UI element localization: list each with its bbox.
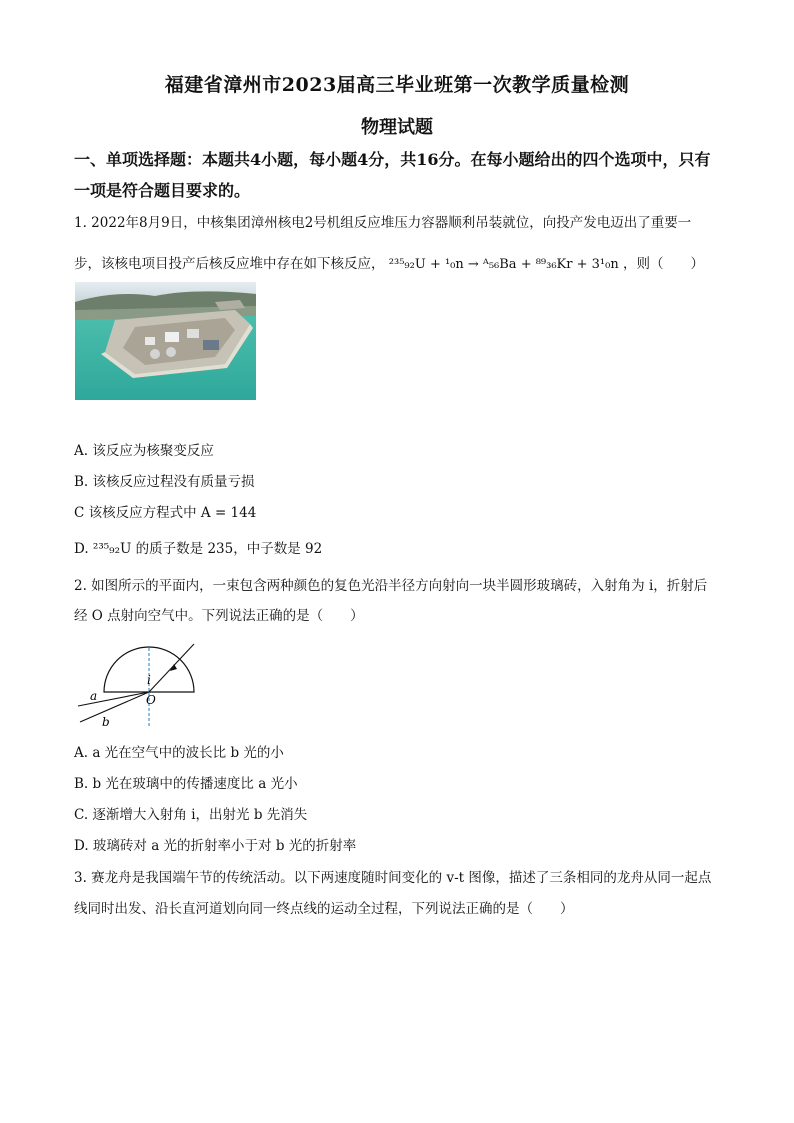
section-heading-line1: 一、单项选择题：本题共4小题，每小题4分，共16分。在每小题给出的四个选项中，只有: [74, 150, 711, 169]
q2-option-a: A. a 光在空气中的波长比 b 光的小: [74, 745, 284, 761]
q1-line2: [74, 252, 734, 277]
q1-option-b: B. 该核反应过程没有质量亏损: [74, 474, 255, 490]
section-heading-line2: 一项是符合题目要求的。: [74, 181, 251, 200]
q1-line2-prefix: 步，该核电项目投产后核反应堆中存在如下核反应，: [74, 256, 385, 272]
label-i: i: [147, 673, 151, 687]
page-subtitle: 物理试题: [361, 117, 433, 138]
q1-line1: 1. 2022年8月9日，中核集团漳州核电2号机组反应堆压力容器顺利吊装就位，向投产发电迈出了重要一: [74, 215, 692, 231]
q2-option-c: C. 逐渐增大入射角 i，出射光 b 先消失: [74, 807, 308, 823]
q1-option-d: D. ²³⁵₉₂U 的质子数是 235，中子数是 92: [74, 541, 323, 557]
incident-arrow: [170, 664, 177, 671]
q1-option-c: C 该核反应方程式中 A = 144: [74, 505, 257, 521]
q1-equation: ²³⁵₉₂U + ¹₀n → ᴬ₅₆Ba + ⁸⁹₃₆Kr + 3¹₀n: [388, 257, 619, 272]
ray-a: [78, 692, 149, 706]
q2-line2: 经 O 点射向空气中。下列说法正确的是（ ）: [74, 608, 364, 624]
label-b: b: [102, 715, 110, 729]
q3-line2: 线同时出发、沿长直河道划向同一终点线的运动全过程，下列说法正确的是（ ）: [74, 901, 574, 917]
q2-option-b: B. b 光在玻璃中的传播速度比 a 光小: [74, 776, 298, 792]
q2-line1: 2. 如图所示的平面内，一束包含两种颜色的复色光沿半径方向射向一块半圆形玻璃砖，入射角为 i，折射后: [74, 578, 708, 594]
label-a: a: [90, 689, 98, 703]
page-title: 福建省漳州市2023届高三毕业班第一次教学质量检测: [164, 74, 630, 96]
nuclear-plant-photo-svg: [75, 282, 256, 400]
q3-line1: 3. 赛龙舟是我国端午节的传统活动。以下两速度随时间变化的 v-t 图像，描述了三条相同的龙舟从同一起点: [74, 870, 712, 886]
refraction-diagram: [74, 640, 204, 730]
q1-option-a: A. 该反应为核聚变反应: [74, 443, 214, 459]
q1-line2-suffix: ，则（ ）: [623, 256, 705, 272]
label-o: O: [146, 693, 156, 707]
nuclear-plant-photo: [75, 282, 256, 400]
q2-option-d: D. 玻璃砖对 a 光的折射率小于对 b 光的折射率: [74, 838, 357, 854]
